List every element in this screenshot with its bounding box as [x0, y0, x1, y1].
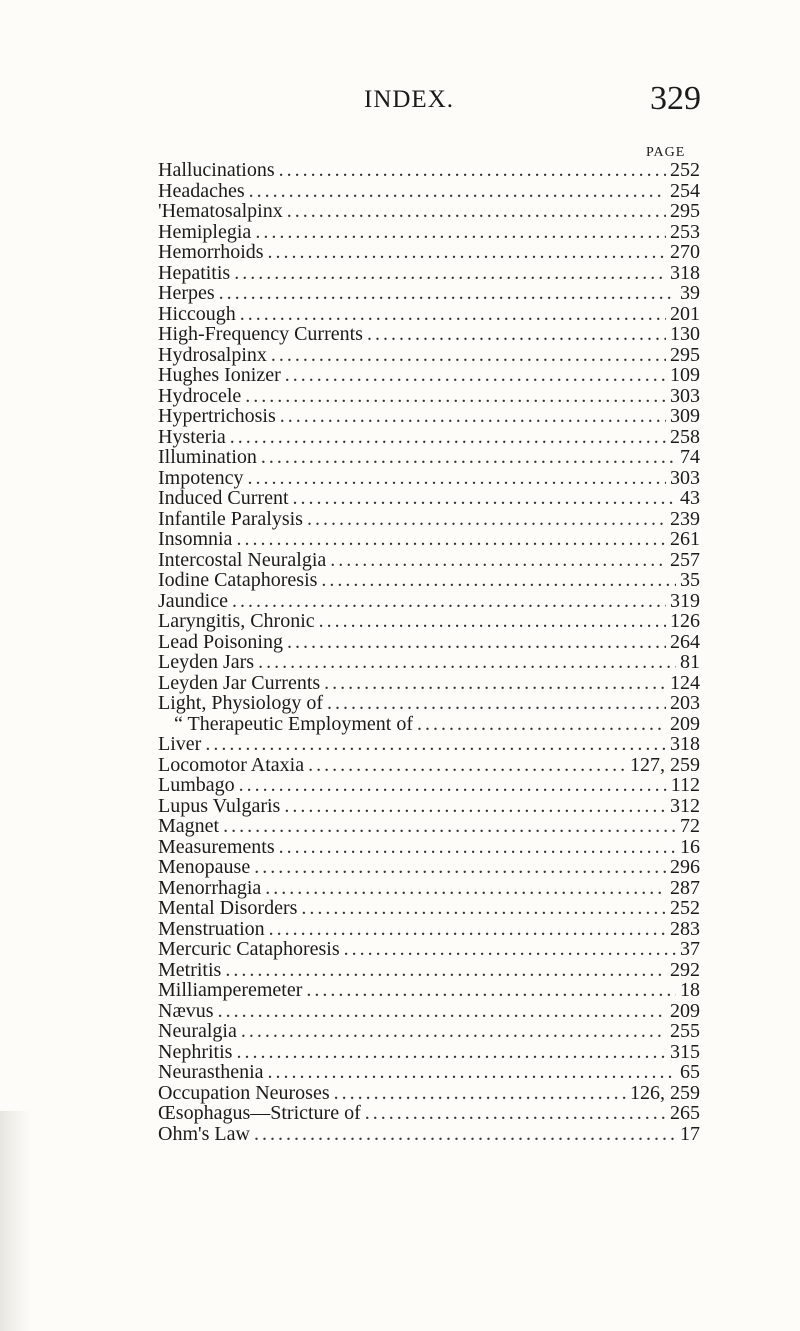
- index-page-ref: 35: [680, 569, 700, 591]
- dot-leader: [239, 775, 667, 796]
- dot-leader: [367, 324, 666, 345]
- index-page-ref: 16: [680, 835, 700, 858]
- index-page-ref: 112: [670, 774, 700, 796]
- index-term: Hydrosalpinx: [158, 343, 267, 366]
- index-entry: [158, 775, 700, 796]
- index-term: Measurements: [158, 835, 275, 858]
- index-entry: [158, 529, 700, 550]
- dot-leader: [236, 529, 666, 550]
- index-entry: [158, 345, 700, 366]
- dot-leader: [324, 673, 666, 694]
- index-entry: [158, 673, 700, 694]
- index-entry: [158, 365, 700, 386]
- index-entry: [158, 1062, 700, 1083]
- dot-leader: [232, 591, 666, 612]
- index-term: Intercostal Neuralgia: [158, 548, 327, 571]
- index-term: Neurasthenia: [158, 1061, 264, 1083]
- index-term: Leyden Jars: [158, 651, 255, 673]
- dot-leader: [293, 488, 676, 509]
- dot-leader: [268, 1062, 676, 1083]
- index-page-ref: 287: [670, 876, 700, 899]
- index-page-ref: 201: [670, 302, 700, 325]
- index-term: Lupus Vulgaris: [158, 794, 281, 817]
- running-head: INDEX.: [364, 86, 455, 113]
- index-page-ref: 296: [670, 856, 700, 878]
- dot-leader: [271, 345, 666, 366]
- dot-leader: [218, 1001, 666, 1022]
- binding-shadow: [0, 1111, 30, 1331]
- dot-leader: [321, 570, 676, 591]
- index-term: Mental Disorders: [158, 897, 298, 919]
- index-term: Liver: [158, 733, 202, 755]
- index-entry: [158, 1103, 700, 1124]
- dot-leader: [417, 714, 666, 735]
- index-page-ref: 265: [670, 1102, 700, 1124]
- index-entry: [158, 693, 700, 714]
- dot-leader: [265, 878, 666, 899]
- index-term: Infantile Paralysis: [158, 507, 303, 530]
- index-term: Magnet: [158, 815, 220, 837]
- index-page-ref: 124: [670, 671, 700, 694]
- index-page-ref: 261: [670, 528, 700, 550]
- index-entry: [158, 611, 700, 632]
- index-entry: [158, 447, 700, 468]
- dot-leader: [301, 898, 666, 919]
- dot-leader: [365, 1103, 666, 1124]
- index-entry: [158, 509, 700, 530]
- index-term: Laryngitis, Chronic: [158, 610, 315, 632]
- index-term: Hughes Ionizer: [158, 364, 281, 386]
- index-entry: [158, 201, 700, 222]
- index-page-ref: 255: [670, 1020, 700, 1042]
- dot-leader: [248, 468, 666, 489]
- index-page-ref: 81: [680, 651, 700, 673]
- index-term: Jaundice: [158, 589, 228, 612]
- dot-leader: [249, 181, 666, 202]
- index-term: Light, Physiology of: [158, 692, 324, 714]
- index-entry: [158, 1042, 700, 1063]
- index-entry: [158, 919, 700, 940]
- index-entry: [158, 304, 700, 325]
- dot-leader: [236, 1042, 666, 1063]
- index-term: Hallucinations: [158, 159, 275, 181]
- index-entry: [158, 181, 700, 202]
- index-term: Induced Current: [158, 487, 289, 509]
- index-entry: [158, 796, 700, 817]
- index-page-ref: 257: [670, 548, 700, 571]
- index-entry: [158, 857, 700, 878]
- index-term: Herpes: [158, 282, 215, 304]
- index-page-ref: 258: [670, 425, 700, 448]
- index-entry: [158, 1083, 700, 1104]
- index-entry: [158, 960, 700, 981]
- index-term: Hepatitis: [158, 261, 231, 284]
- index-entry: [158, 222, 700, 243]
- index-entry: [158, 632, 700, 653]
- index-page-ref: 209: [670, 712, 700, 735]
- index-entry: [158, 591, 700, 612]
- index-page-ref: 127, 259: [630, 753, 700, 776]
- index-term: Menstruation: [158, 917, 265, 940]
- index-entry: [158, 714, 700, 735]
- index-entry: [158, 878, 700, 899]
- page-number: 329: [650, 80, 701, 117]
- dot-leader: [285, 365, 666, 386]
- index-term: High-Frequency Currents: [158, 323, 363, 345]
- dot-leader: [287, 632, 666, 653]
- dot-leader: [280, 406, 666, 427]
- index-term: Hydrocele: [158, 384, 242, 407]
- index-term: 'Hematosalpinx: [158, 200, 283, 222]
- dot-leader: [334, 1083, 626, 1104]
- index-page-ref: 203: [670, 692, 700, 714]
- index-page-ref: 318: [670, 261, 700, 284]
- index-page-ref: 254: [670, 179, 700, 202]
- index-term: Lead Poisoning: [158, 630, 283, 653]
- dot-leader: [330, 550, 666, 571]
- dot-leader: [255, 222, 666, 243]
- index-term: Milliamperemeter: [158, 979, 303, 1001]
- index-page-ref: 295: [670, 200, 700, 222]
- index-page-ref: 252: [670, 159, 700, 181]
- dot-leader: [234, 263, 666, 284]
- index-term: Impotency: [158, 466, 244, 489]
- dot-leader: [327, 693, 666, 714]
- dot-leader: [245, 386, 666, 407]
- index-page-ref: 65: [680, 1061, 700, 1083]
- index-page-ref: 109: [670, 364, 700, 386]
- dot-leader: [287, 201, 666, 222]
- index-page-ref: 18: [680, 979, 700, 1001]
- index-page-ref: 312: [670, 794, 700, 817]
- dot-leader: [254, 1124, 676, 1145]
- index-entry: [158, 488, 700, 509]
- dot-leader: [219, 283, 676, 304]
- index-page-ref: 270: [670, 241, 700, 263]
- index-term: Illumination: [158, 446, 257, 468]
- index-page-ref: 209: [670, 999, 700, 1022]
- index-page-ref: 295: [670, 343, 700, 366]
- index-term: Œsophagus—Stricture of: [158, 1102, 361, 1124]
- index-list: [158, 160, 700, 1144]
- index-entry: [158, 427, 700, 448]
- dot-leader: [319, 611, 666, 632]
- index-page-ref: 126: [670, 610, 700, 632]
- index-page-ref: 319: [670, 589, 700, 612]
- index-term: Menorrhagia: [158, 876, 262, 899]
- index-entry: [158, 939, 700, 960]
- dot-leader: [306, 980, 676, 1001]
- index-page-ref: 309: [670, 405, 700, 427]
- index-entry: [158, 816, 700, 837]
- index-term: Ohm's Law: [158, 1122, 250, 1145]
- index-term: Headaches: [158, 179, 245, 202]
- index-entry: [158, 283, 700, 304]
- index-entry: [158, 386, 700, 407]
- dot-leader: [258, 652, 676, 673]
- dot-leader: [254, 857, 666, 878]
- dot-leader: [225, 960, 666, 981]
- dot-leader: [223, 816, 676, 837]
- dot-leader: [307, 509, 666, 530]
- index-page-ref: 252: [670, 897, 700, 919]
- index-page-ref: 239: [670, 507, 700, 530]
- index-term: Nævus: [158, 999, 214, 1022]
- index-page-ref: 303: [670, 466, 700, 489]
- index-term: Leyden Jar Currents: [158, 671, 321, 694]
- index-entry: [158, 980, 700, 1001]
- dot-leader: [279, 160, 666, 181]
- index-term: Hemorrhoids: [158, 241, 264, 263]
- index-page-ref: 292: [670, 958, 700, 981]
- index-entry: [158, 242, 700, 263]
- dot-leader: [268, 242, 666, 263]
- dot-leader: [344, 939, 676, 960]
- index-page-ref: 74: [680, 446, 700, 468]
- dot-leader: [241, 1021, 666, 1042]
- dot-leader: [269, 919, 666, 940]
- dot-leader: [230, 427, 666, 448]
- index-entry: [158, 406, 700, 427]
- index-entry: [158, 1001, 700, 1022]
- dot-leader: [308, 755, 626, 776]
- index-term: Occupation Neuroses: [158, 1081, 330, 1104]
- index-entry: [158, 755, 700, 776]
- index-term: Hemiplegia: [158, 220, 252, 243]
- index-entry: [158, 1124, 700, 1145]
- index-page-ref: 318: [670, 733, 700, 755]
- index-entry: [158, 652, 700, 673]
- index-term: Mercuric Cataphoresis: [158, 938, 340, 960]
- index-page-ref: 264: [670, 630, 700, 653]
- index-term: Hysteria: [158, 425, 226, 448]
- index-page-ref: 126, 259: [630, 1081, 700, 1104]
- index-entry: [158, 570, 700, 591]
- dot-leader: [284, 796, 666, 817]
- index-page-ref: 17: [680, 1122, 700, 1145]
- index-term: Hiccough: [158, 302, 236, 325]
- index-page-ref: 39: [680, 282, 700, 304]
- dot-leader: [240, 304, 666, 325]
- dot-leader: [279, 837, 676, 858]
- index-entry: [158, 734, 700, 755]
- dot-leader: [205, 734, 666, 755]
- index-entry: [158, 468, 700, 489]
- index-term: Locomotor Ataxia: [158, 753, 305, 776]
- index-term: Menopause: [158, 856, 251, 878]
- index-term: “ Therapeutic Employment of: [174, 712, 413, 735]
- index-entry: [158, 1021, 700, 1042]
- index-entry: [158, 837, 700, 858]
- index-term: Nephritis: [158, 1040, 233, 1063]
- index-entry: [158, 263, 700, 284]
- index-entry: [158, 550, 700, 571]
- index-entry: [158, 324, 700, 345]
- page-column-label: PAGE: [646, 145, 686, 160]
- index-term: Metritis: [158, 958, 222, 981]
- index-term: Lumbago: [158, 774, 235, 796]
- index-page-ref: 303: [670, 384, 700, 407]
- index-term: Neuralgia: [158, 1020, 237, 1042]
- index-page-ref: 37: [680, 938, 700, 960]
- index-page-ref: 283: [670, 917, 700, 940]
- index-entry: [158, 898, 700, 919]
- index-page-ref: 130: [670, 323, 700, 345]
- index-page-ref: 315: [670, 1040, 700, 1063]
- index-term: Hypertrichosis: [158, 405, 276, 427]
- dot-leader: [261, 447, 676, 468]
- index-page-ref: 253: [670, 220, 700, 243]
- index-term: Insomnia: [158, 528, 233, 550]
- index-entry: [158, 160, 700, 181]
- index-term: Iodine Cataphoresis: [158, 569, 318, 591]
- index-page-ref: 43: [680, 487, 700, 509]
- index-page-ref: 72: [680, 815, 700, 837]
- page-header: [0, 80, 800, 130]
